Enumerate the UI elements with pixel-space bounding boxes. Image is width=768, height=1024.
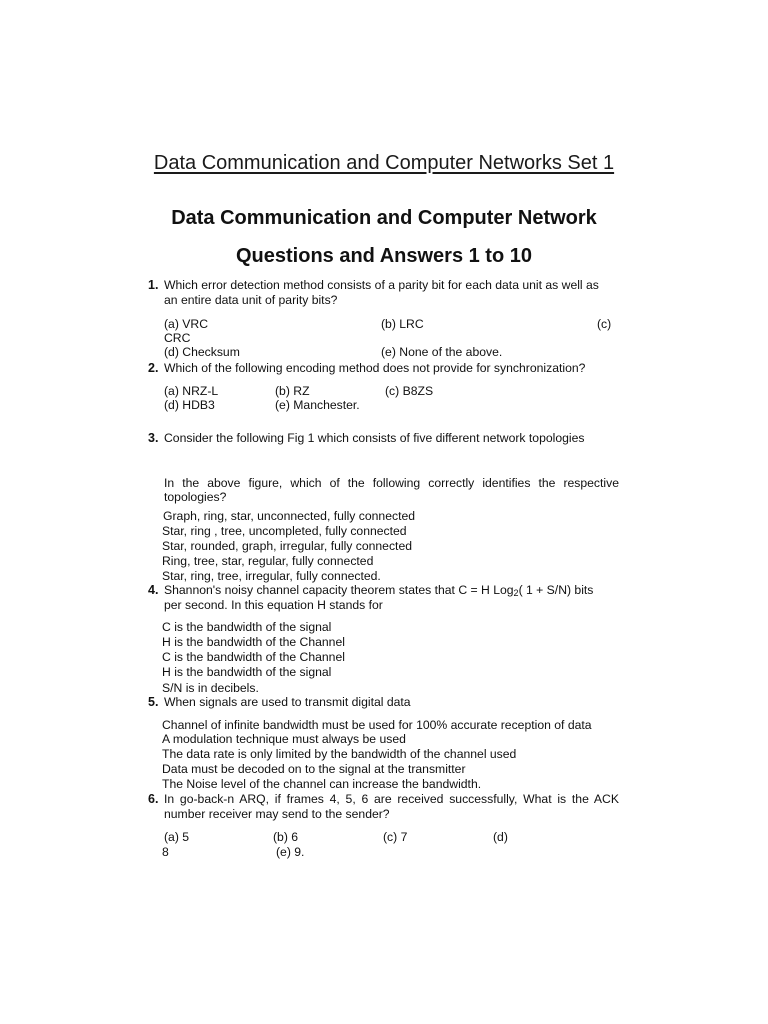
question-number: 6. xyxy=(148,792,159,806)
question-text-start: Shannon's noisy channel capacity theorem states that C = H Log xyxy=(164,583,514,597)
subscript: 2 xyxy=(513,588,519,598)
question-text: When signals are used to transmit digital data xyxy=(164,695,411,709)
question-text: number receiver may send to the sender? xyxy=(164,807,390,821)
question-text: In go-back-n ARQ, if frames 4, 5, 6 are received successfully, What is the ACK xyxy=(164,792,619,806)
option-4: Ring, tree, star, regular, fully connected xyxy=(162,554,374,568)
question-number: 2. xyxy=(148,361,159,375)
option-1: Graph, ring, star, unconnected, fully connected xyxy=(163,509,416,523)
option-3: C is the bandwidth of the Channel xyxy=(162,650,345,664)
question-number: 3. xyxy=(148,431,159,445)
option-b: (b) LRC xyxy=(381,317,424,331)
option-a: (a) 5 xyxy=(164,830,190,844)
option-e: (e) Manchester. xyxy=(275,398,360,412)
option-2: Star, ring , tree, uncompleted, fully connected xyxy=(162,524,407,538)
option-c: (c) xyxy=(597,317,612,331)
set-title: Data Communication and Computer Networks Set 1 xyxy=(153,152,615,174)
option-5: Star, ring, tree, irregular, fully connected. xyxy=(162,569,381,583)
option-5: S/N is in decibels. xyxy=(162,681,259,695)
option-2: H is the bandwidth of the Channel xyxy=(162,635,345,649)
option-4: H is the bandwidth of the signal xyxy=(162,665,332,679)
question-text: Which error detection method consists of a parity bit for each data unit as well as xyxy=(164,278,599,292)
option-e: (e) 9. xyxy=(276,845,305,859)
option-c: (c) B8ZS xyxy=(385,384,434,398)
option-3: The data rate is only limited by the bandwidth of the channel used xyxy=(162,747,517,761)
option-d: (d) Checksum xyxy=(164,345,240,359)
question-text: Consider the following Fig 1 which consists of five different network topologies xyxy=(164,431,585,445)
question-text: an entire data unit of parity bits? xyxy=(164,293,338,307)
question-number: 5. xyxy=(148,695,159,709)
option-1: Channel of infinite bandwidth must be used for 100% accurate reception of data xyxy=(162,718,592,732)
question-number: 4. xyxy=(148,583,159,597)
option-b: (b) 6 xyxy=(273,830,299,844)
option-5: The Noise level of the channel can increase the bandwidth. xyxy=(162,777,482,791)
option-e: (e) None of the above. xyxy=(381,345,503,359)
option-2: A modulation technique must always be used xyxy=(162,732,406,746)
option-a: (a) NRZ-L xyxy=(164,384,219,398)
option-4: Data must be decoded on to the signal at the transmitter xyxy=(162,762,466,776)
question-text: In the above figure, which of the following correctly identifies the respective xyxy=(164,476,619,490)
option-d: (d) xyxy=(493,830,508,844)
option-c-text: CRC xyxy=(164,331,191,345)
option-1: C is the bandwidth of the signal xyxy=(162,620,332,634)
option-c: (c) 7 xyxy=(383,830,408,844)
page-heading-line1: Data Communication and Computer Network xyxy=(171,207,597,229)
question-number: 1. xyxy=(148,278,159,292)
question-text-end: ( 1 + S/N) bits xyxy=(518,583,594,597)
page-heading-line2: Questions and Answers 1 to 10 xyxy=(235,245,532,267)
option-b: (b) RZ xyxy=(275,384,310,398)
option-3: Star, rounded, graph, irregular, fully connected xyxy=(162,539,412,553)
question-text: Which of the following encoding method does not provide for synchronization? xyxy=(164,361,586,375)
question-text: topologies? xyxy=(164,490,227,504)
question-text: per second. In this equation H stands for xyxy=(164,598,383,612)
option-d: (d) HDB3 xyxy=(164,398,215,412)
option-a: (a) VRC xyxy=(164,317,209,331)
option-d-text: 8 xyxy=(162,845,169,859)
